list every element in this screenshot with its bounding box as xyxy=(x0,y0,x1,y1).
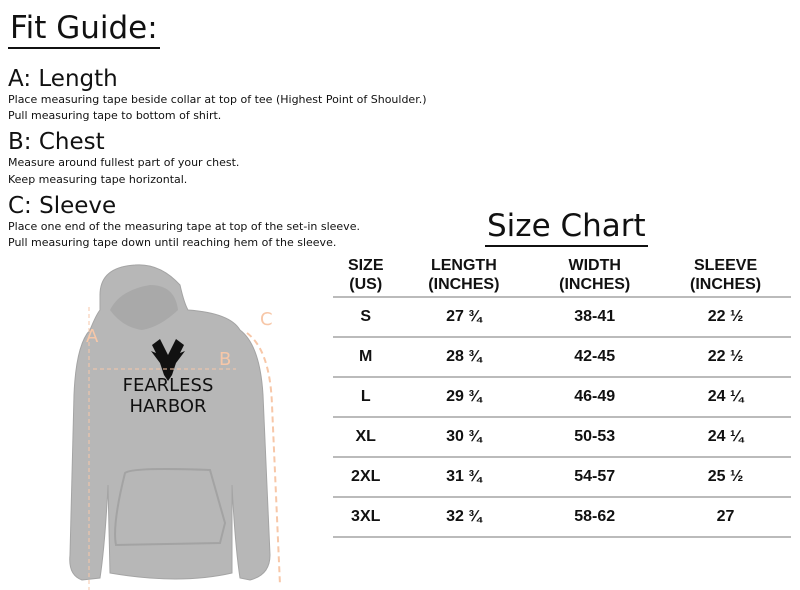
size-chart-table xyxy=(333,256,791,538)
length-cell: 29 ¾ xyxy=(398,377,529,417)
width-cell: 38-41 xyxy=(529,297,660,337)
header-width-line2: (INCHES) xyxy=(559,276,631,293)
width-cell: 42-45 xyxy=(529,337,660,377)
size-cell: S xyxy=(333,297,398,337)
size-cell: L xyxy=(333,377,398,417)
length-instruction-2: Pull measuring tape to bottom of shirt. xyxy=(8,109,222,122)
width-cell: 54-57 xyxy=(529,457,660,497)
sleeve-instruction-1: Place one end of the measuring tape at top of the set-in sleeve. xyxy=(8,220,360,233)
header-size-line1: SIZE xyxy=(347,257,384,274)
header-sleeve-line2: (INCHES) xyxy=(690,276,762,293)
width-cell: 50-53 xyxy=(529,417,660,457)
sleeve-cell: 22 ½ xyxy=(660,337,791,377)
table-row xyxy=(333,297,791,337)
sleeve-cell: 24 ¼ xyxy=(660,377,791,417)
marker-b: B xyxy=(219,349,232,370)
header-row xyxy=(333,256,791,297)
length-cell: 32 ¾ xyxy=(398,497,529,537)
table-row xyxy=(333,417,791,457)
size-cell: XL xyxy=(333,417,398,457)
marker-a: A xyxy=(86,326,99,347)
table-row xyxy=(333,377,791,417)
header-size xyxy=(333,256,398,297)
sleeve-instruction-2: Pull measuring tape down until reaching hem of the sleeve. xyxy=(8,236,337,249)
table-row xyxy=(333,337,791,377)
header-width-line1: WIDTH xyxy=(568,257,621,274)
header-length xyxy=(398,256,529,297)
header-sleeve-line1: SLEEVE xyxy=(693,257,758,274)
size-cell: M xyxy=(333,337,398,377)
width-cell: 58-62 xyxy=(529,497,660,537)
hoodie-illustration xyxy=(60,255,290,590)
header-width xyxy=(529,256,660,297)
brand-line-2: HARBOR xyxy=(129,396,207,417)
size-cell: 2XL xyxy=(333,457,398,497)
width-cell: 46-49 xyxy=(529,377,660,417)
header-size-line2: (US) xyxy=(349,276,383,293)
header-sleeve xyxy=(660,256,791,297)
sleeve-cell: 22 ½ xyxy=(660,297,791,337)
sleeve-cell: 27 xyxy=(660,497,791,537)
chest-instruction-2: Keep measuring tape horizontal. xyxy=(8,173,188,186)
length-cell: 27 ¾ xyxy=(398,297,529,337)
header-length-line1: LENGTH xyxy=(430,257,497,274)
length-cell: 28 ¾ xyxy=(398,337,529,377)
length-cell: 31 ¾ xyxy=(398,457,529,497)
fit-guide-title: Fit Guide: xyxy=(8,10,160,49)
sleeve-heading: C: Sleeve xyxy=(8,193,117,219)
table-row xyxy=(333,497,791,537)
brand-line-1: FEARLESS xyxy=(122,375,214,396)
length-cell: 30 ¾ xyxy=(398,417,529,457)
table-row xyxy=(333,457,791,497)
sleeve-cell: 25 ½ xyxy=(660,457,791,497)
header-length-line2: (INCHES) xyxy=(428,276,500,293)
length-heading: A: Length xyxy=(8,66,118,92)
sleeve-cell: 24 ¼ xyxy=(660,417,791,457)
chest-instruction-1: Measure around fullest part of your chest. xyxy=(8,156,240,169)
size-cell: 3XL xyxy=(333,497,398,537)
marker-c: C xyxy=(260,309,273,330)
chest-heading: B: Chest xyxy=(8,129,105,155)
length-instruction-1: Place measuring tape beside collar at top of tee (Highest Point of Shoulder.) xyxy=(8,93,427,106)
size-chart-title: Size Chart xyxy=(485,208,648,247)
